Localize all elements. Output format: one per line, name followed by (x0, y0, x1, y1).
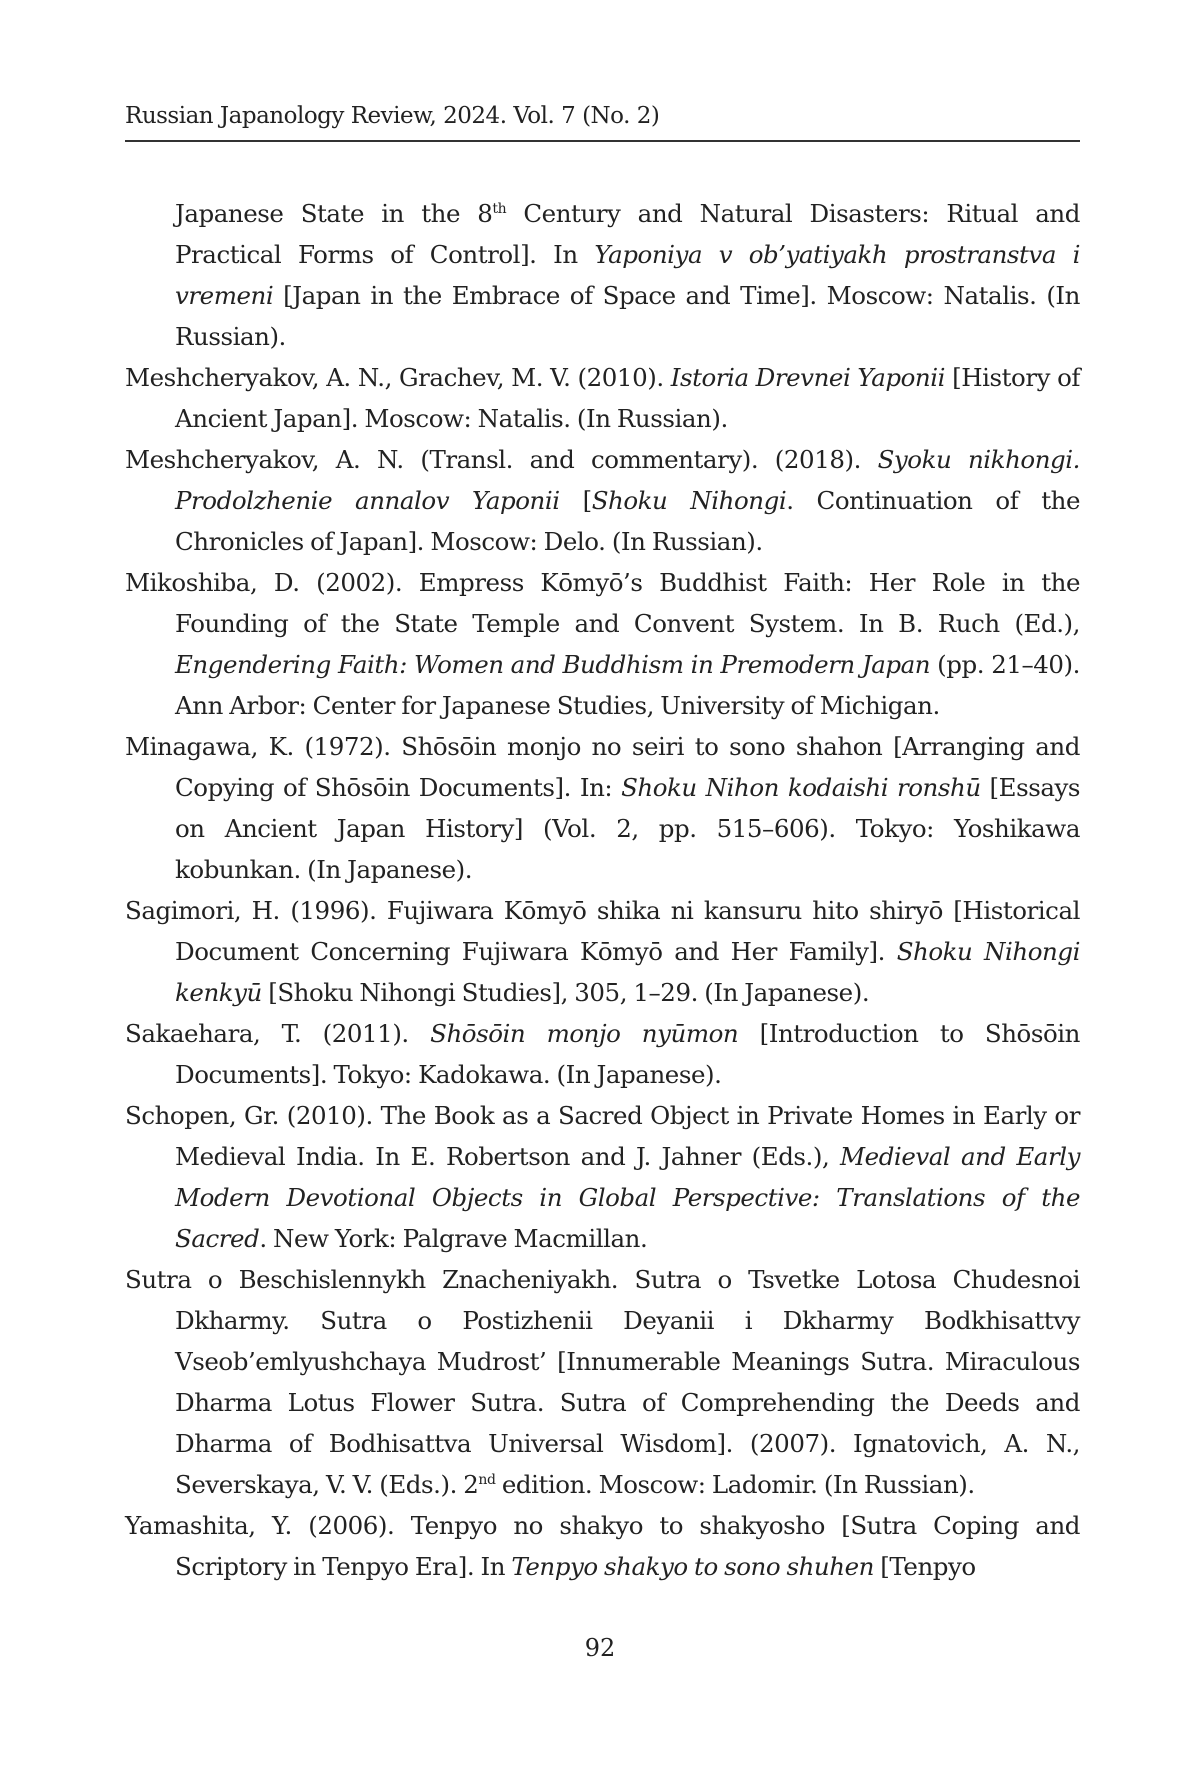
italic-title: Syoku nikhongi. Prodolzhenie annalov Yaponii (175, 445, 1080, 515)
superscript: nd (478, 1472, 496, 1488)
reference-text: Schopen, Gr. (2010). The Book as a Sacred Object in Private Homes in Early or Medieval India. In E. Robertson and J. Jahner (Eds.), (125, 1101, 1080, 1171)
reference-text: [Essays on Ancient Japan History] (Vol. 2, pp. 515–606). Tokyo: Yoshikawa kobunkan. (In Japanese). (175, 773, 1080, 884)
reference-text: Yamashita, Y. (2006). Tenpyo no shakyo to shakyosho [Sutra Coping and Scriptory in Tenpyo Era]. In (125, 1511, 1080, 1581)
reference-entry (125, 357, 1080, 439)
reference-text: Meshcheryakov, A. N. (Transl. and commentary). (2018). (125, 445, 878, 474)
italic-title: Shoku Nihon kodaishi ronshū (621, 773, 981, 802)
reference-text: Sagimori, H. (1996). Fujiwara Kōmyō shika ni kansuru hito shiryō [Historical Document Concerning Fujiwara Kōmyō and Her Family]. (125, 896, 1080, 966)
reference-text: [History of Ancient Japan]. Moscow: Natalis. (In Russian). (175, 363, 1080, 433)
italic-title: Shōsōin monjo nyūmon (430, 1019, 739, 1048)
reference-entry (125, 1505, 1080, 1587)
italic-title: Yaponiya v ob’yatiyakh prostranstva i vremeni (175, 240, 1080, 310)
reference-text: . New York: Palgrave Macmillan. (259, 1224, 648, 1253)
reference-entry (125, 1095, 1080, 1259)
reference-entry (125, 193, 1080, 357)
header-rule (125, 140, 1080, 142)
reference-list (125, 193, 1080, 1587)
reference-text: [Shoku Nihongi Studies], 305, 1–29. (In Japanese). (261, 978, 870, 1007)
reference-text: (pp. 21–40). Ann Arbor: Center for Japanese Studies, University of Michigan. (175, 650, 1081, 720)
reference-text: Minagawa, K. (1972). Shōsōin monjo no seiri to sono shahon [Arranging and Copying of Shōsōin Documents]. In: (125, 732, 1080, 802)
reference-text: Japanese State in the 8 (175, 199, 493, 228)
reference-text: . Continuation of the Chronicles of Japan]. Moscow: Delo. (In Russian). (175, 486, 1081, 556)
reference-text: [Tenpyo (873, 1552, 976, 1581)
reference-entry (125, 439, 1080, 562)
italic-title: Shoku Nihongi (591, 486, 787, 515)
italic-title: Tenpyo shakyo to sono shuhen (511, 1552, 874, 1581)
superscript: th (492, 201, 507, 217)
reference-entry (125, 1013, 1080, 1095)
reference-text: edition. Moscow: Ladomir. (In Russian). (495, 1470, 975, 1499)
reference-entry (125, 562, 1080, 726)
reference-entry (125, 726, 1080, 890)
reference-text: Meshcheryakov, A. N., Grachev, M. V. (2010). (125, 363, 671, 392)
page-number: 92 (584, 1634, 616, 1662)
reference-text: Century and Natural Disasters: Ritual and Practical Forms of Control]. In (175, 199, 1080, 269)
reference-text: [Japan in the Embrace of Space and Time]. Moscow: Natalis. (In Russian). (175, 281, 1080, 351)
italic-title: Shoku Nihongi kenkyū (175, 937, 1081, 1007)
reference-text: [Introduction to Shōsōin Documents]. Tokyo: Kadokawa. (In Japanese). (175, 1019, 1080, 1089)
italic-title: Engendering Faith: Women and Buddhism in Premodern Japan (175, 650, 931, 679)
reference-text: [ (559, 486, 592, 515)
reference-text: Sutra o Beschislennykh Znacheniyakh. Sutra o Tsvetke Lotosa Chudesnoi Dkharmy. Sutra o Postizhenii Deyanii i Dkharmy Bodkhisattvy Vseob’emlyushchaya Mudrost’ [Innumerable Meanings Sutra. Miraculous Dharma Lotus Flower Sutra. Sutra of Comprehending the Deeds and Dharma of Bodhisattva Universal Wisdom]. (2007). Ignatovich, A. N., Severskaya, V. V. (Eds.). 2 (125, 1265, 1080, 1499)
reference-entry (125, 1259, 1080, 1505)
italic-title: Medieval and Early Modern Devotional Objects in Global Perspective: Translations of the Sacred (175, 1142, 1080, 1253)
reference-entry (125, 890, 1080, 1013)
reference-text: Sakaehara, T. (2011). (125, 1019, 431, 1048)
reference-text: Mikoshiba, D. (2002). Empress Kōmyō’s Buddhist Faith: Her Role in the Founding of the State Temple and Convent System. In B. Ruch (Ed.), (125, 568, 1080, 638)
running-header: Russian Japanology Review, 2024. Vol. 7 (No. 2) (125, 103, 660, 129)
italic-title: Istoria Drevnei Yaponii (670, 363, 946, 392)
